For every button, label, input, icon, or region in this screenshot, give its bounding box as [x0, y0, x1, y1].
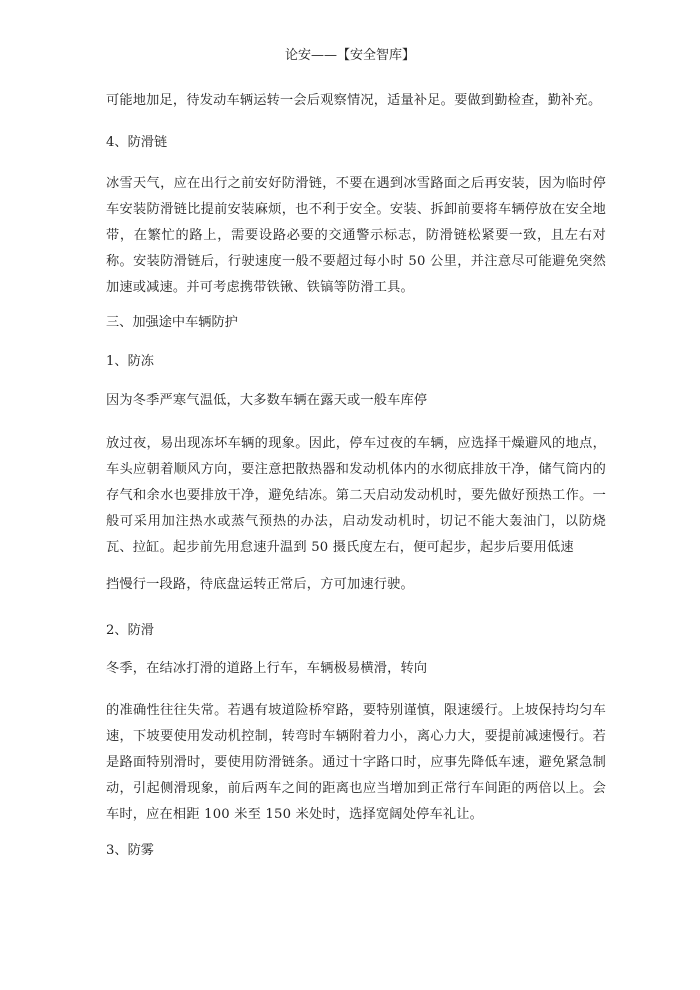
heading-antifog: 3、防雾	[106, 843, 154, 858]
heading-section-3: 三、加强途中车辆防护	[106, 315, 238, 330]
paragraph-antiskid-chains: 冰雪天气，应在出行之前安好防滑链，不要在遇到冰雪路面之后再安装，因为临时停车安装防滑链比提前安装麻烦，也不利于安全。安装、拆卸前要将车辆停放在安全地带，在繁忙的路上，需要设路必要的交通警示标志，防滑链松紧要一致，且左右对称。安装防滑链后，行驶速度一般不要超过每小时 50 公里，并注意尽可能避免突然加速或减速。并可考虑携带铁锹、铁镐等防滑工具。	[106, 176, 606, 295]
paragraph-top: 可能地加足，待发动车辆运转一会后观察情况，适量补足。要做到勤检查，勤补充。	[106, 93, 602, 108]
heading-antiskid: 2、防滑	[106, 623, 154, 638]
paragraph-antiskid-1: 冬季，在结冰打滑的道路上行车，车辆极易横滑，转向	[106, 661, 428, 676]
paragraph-antifreeze-2: 放过夜，易出现冻坏车辆的现象。因此，停车过夜的车辆，应选择干燥避风的地点，车头应朝着顺风方向，要注意把散热器和发动机体内的水彻底排放干净，储气筒内的存气和余水也要排放干净，避免结冻。第二天启动发动机时，要先做好预热工作。一般可采用加注热水或蒸气预热的办法，启动发动机时，切记不能大轰油门，以防烧瓦、拉缸。起步前先用怠速升温到 50 摄氏度左右，便可起步，起步后要用低速	[106, 436, 606, 555]
paragraph-antifreeze-1: 因为冬季严寒气温低，大多数车辆在露天或一般车库停	[106, 393, 428, 408]
page-header: 论安——【安全智库】	[284, 48, 415, 63]
heading-antifreeze: 1、防冻	[106, 354, 154, 369]
heading-antiskid-chains: 4、防滑链	[106, 135, 168, 150]
paragraph-antifreeze-3: 挡慢行一段路，待底盘运转正常后，方可加速行驶。	[106, 577, 414, 592]
paragraph-antiskid-2: 的准确性往往失常。若遇有坡道险桥窄路，要特别谨慎，限速缓行。上坡保持均匀车速，下坡要使用发动机控制，转弯时车辆附着力小，离心力大，要提前减速慢行。若是路面特别滑时，要使用防滑链条。通过十字路口时，应事先降低车速，避免紧急制动，引起侧滑现象，前后两车之间的距离也应当增加到正常行车间距的两倍以上。会车时，应在相距 100 米至 150 米处时，选择宽阔处停车礼让。	[106, 703, 606, 822]
